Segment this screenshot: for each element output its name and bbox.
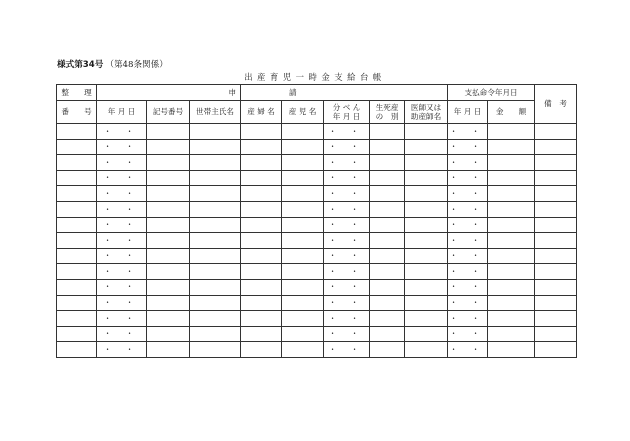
cell-bunben-date: ・ ・ [324,326,370,342]
cell-setai-nushi [190,124,241,140]
cell-biko [535,170,577,186]
header-shiharai-group [448,85,535,101]
cell-setai-nushi [190,139,241,155]
cell-sanpu-mei [241,139,282,155]
cell-bunben-date: ・ ・ [324,155,370,171]
cell-kigo-bango [147,233,190,249]
cell-biko [535,155,577,171]
cell-sanji-mei [282,124,324,140]
cell-seishi-betsu [370,217,405,233]
header-row-2 [57,101,577,124]
cell-setai-nushi [190,186,241,202]
header-ishi [405,101,448,124]
table-row [57,264,577,280]
header-sanpu-mei-label: 産 婦 名 [247,107,275,117]
cell-sanpu-mei [241,295,282,311]
table-row [57,248,577,264]
cell-setai-nushi [190,326,241,342]
cell-shinsei-date: ・ ・ [97,311,147,327]
cell-shiharai-date: ・ ・ [448,217,488,233]
table-row [57,342,577,358]
cell-ishi-josanshi [405,342,448,358]
cell-sanji-mei [282,342,324,358]
table-row [57,295,577,311]
cell-kingaku [488,311,535,327]
cell-kigo-bango [147,170,190,186]
cell-sanpu-mei [241,311,282,327]
cell-bunben-date: ・ ・ [324,217,370,233]
cell-ishi-josanshi [405,233,448,249]
cell-kigo-bango [147,342,190,358]
cell-biko [535,124,577,140]
cell-setai-nushi [190,311,241,327]
header-sanji-mei [282,101,324,124]
header-bango-label: 番 号 [61,107,92,117]
cell-kingaku [488,279,535,295]
cell-setai-nushi [190,170,241,186]
cell-sanpu-mei [241,233,282,249]
header-setai-nushi [190,101,241,124]
cell-seiri-bango [57,201,97,217]
cell-shinsei-date: ・ ・ [97,342,147,358]
cell-sanpu-mei [241,186,282,202]
cell-kingaku [488,201,535,217]
table-row [57,139,577,155]
cell-setai-nushi [190,248,241,264]
header-shinsei-date-label: 年 月 日 [107,107,136,117]
cell-biko [535,233,577,249]
cell-bunben-date: ・ ・ [324,186,370,202]
ledger-table [56,84,577,358]
cell-seiri-bango [57,170,97,186]
cell-seishi-betsu [370,233,405,249]
cell-seishi-betsu [370,342,405,358]
cell-setai-nushi [190,264,241,280]
cell-kingaku [488,186,535,202]
cell-seishi-betsu [370,264,405,280]
cell-sanpu-mei [241,279,282,295]
cell-ishi-josanshi [405,295,448,311]
form-relation: （第48条関係） [105,60,168,70]
cell-seiri-bango [57,264,97,280]
cell-kigo-bango [147,155,190,171]
cell-kingaku [488,342,535,358]
cell-kingaku [488,139,535,155]
cell-biko [535,311,577,327]
cell-bunben-date: ・ ・ [324,233,370,249]
header-seiri-label: 整 理 [61,87,92,97]
header-shiharai-date-label: 年 月 日 [453,107,482,117]
cell-ishi-josanshi [405,201,448,217]
cell-ishi-josanshi [405,186,448,202]
cell-kigo-bango [147,326,190,342]
cell-setai-nushi [190,217,241,233]
header-shin-label: 申 [228,87,237,97]
header-kigo-bango [147,101,190,124]
cell-bunben-date: ・ ・ [324,311,370,327]
cell-biko [535,326,577,342]
cell-bunben-date: ・ ・ [324,170,370,186]
document-title: 出産育児一時金支給台帳 [244,72,386,82]
cell-sanji-mei [282,217,324,233]
cell-sanji-mei [282,139,324,155]
cell-sanpu-mei [241,155,282,171]
cell-shinsei-date: ・ ・ [97,326,147,342]
table-row [57,170,577,186]
cell-ishi-josanshi [405,248,448,264]
cell-kigo-bango [147,311,190,327]
cell-seishi-betsu [370,248,405,264]
cell-bunben-date: ・ ・ [324,342,370,358]
cell-ishi-josanshi [405,279,448,295]
cell-shiharai-date: ・ ・ [448,264,488,280]
cell-setai-nushi [190,295,241,311]
cell-seiri-bango [57,342,97,358]
cell-kingaku [488,295,535,311]
cell-kigo-bango [147,201,190,217]
header-bunben-line1: 分 べ ん [332,102,361,112]
header-setai-nushi-label: 世帯主氏名 [196,107,234,117]
header-seiri [57,85,97,101]
cell-sanpu-mei [241,326,282,342]
cell-ishi-josanshi [405,326,448,342]
table-row [57,217,577,233]
cell-bunben-date: ・ ・ [324,248,370,264]
cell-shinsei-date: ・ ・ [97,124,147,140]
cell-ishi-josanshi [405,139,448,155]
header-shiharai-group-label: 支払命令年月日 [464,87,518,97]
cell-shiharai-date: ・ ・ [448,124,488,140]
table-row [57,311,577,327]
cell-seiri-bango [57,217,97,233]
header-sei [241,85,448,101]
cell-shiharai-date: ・ ・ [448,186,488,202]
cell-sanji-mei [282,326,324,342]
cell-kingaku [488,233,535,249]
cell-sanji-mei [282,201,324,217]
cell-biko [535,279,577,295]
cell-biko [535,217,577,233]
cell-shiharai-date: ・ ・ [448,326,488,342]
cell-shinsei-date: ・ ・ [97,295,147,311]
cell-seiri-bango [57,311,97,327]
header-bunben-line2: 年 月 日 [332,112,361,121]
cell-sanpu-mei [241,342,282,358]
cell-setai-nushi [190,233,241,249]
cell-sanji-mei [282,295,324,311]
header-shinsei-date [97,101,147,124]
cell-seiri-bango [57,248,97,264]
cell-bunben-date: ・ ・ [324,279,370,295]
cell-setai-nushi [190,279,241,295]
cell-seishi-betsu [370,279,405,295]
cell-shinsei-date: ・ ・ [97,233,147,249]
cell-seishi-betsu [370,326,405,342]
cell-sanji-mei [282,311,324,327]
cell-kigo-bango [147,264,190,280]
cell-setai-nushi [190,155,241,171]
cell-biko [535,186,577,202]
cell-setai-nushi [190,342,241,358]
cell-shiharai-date: ・ ・ [448,295,488,311]
table-row [57,186,577,202]
header-sanpu-mei [241,101,282,124]
cell-seishi-betsu [370,311,405,327]
cell-seishi-betsu [370,201,405,217]
cell-seiri-bango [57,139,97,155]
table-row [57,326,577,342]
cell-sanji-mei [282,186,324,202]
cell-sanpu-mei [241,217,282,233]
cell-sanpu-mei [241,124,282,140]
cell-ishi-josanshi [405,155,448,171]
cell-seiri-bango [57,326,97,342]
header-row-1 [57,85,577,101]
cell-kigo-bango [147,295,190,311]
cell-kigo-bango [147,248,190,264]
cell-seiri-bango [57,233,97,249]
cell-kingaku [488,326,535,342]
form-number: 様式第34号 [57,60,104,70]
cell-sanji-mei [282,248,324,264]
cell-bunben-date: ・ ・ [324,201,370,217]
header-kigo-bango-label: 記号番号 [152,107,184,117]
form-identifier [57,58,168,70]
cell-kigo-bango [147,139,190,155]
cell-seishi-betsu [370,186,405,202]
cell-shinsei-date: ・ ・ [97,201,147,217]
header-bunben [324,101,370,124]
cell-sanji-mei [282,170,324,186]
ledger-body [57,124,577,358]
header-sanji-mei-label: 産 児 名 [288,107,317,117]
table-row [57,155,577,171]
cell-seiri-bango [57,155,97,171]
header-bango [57,101,97,124]
header-seishi [370,101,405,124]
header-shin [97,85,241,101]
cell-bunben-date: ・ ・ [324,139,370,155]
cell-setai-nushi [190,201,241,217]
cell-biko [535,201,577,217]
cell-kingaku [488,217,535,233]
cell-ishi-josanshi [405,264,448,280]
table-row [57,279,577,295]
cell-shiharai-date: ・ ・ [448,342,488,358]
cell-biko [535,139,577,155]
cell-shinsei-date: ・ ・ [97,186,147,202]
cell-seishi-betsu [370,155,405,171]
cell-bunben-date: ・ ・ [324,264,370,280]
cell-ishi-josanshi [405,311,448,327]
cell-sanpu-mei [241,170,282,186]
cell-seiri-bango [57,186,97,202]
cell-seiri-bango [57,124,97,140]
cell-kigo-bango [147,124,190,140]
table-row [57,233,577,249]
header-seishi-line2: の 別 [375,112,399,121]
cell-shinsei-date: ・ ・ [97,170,147,186]
cell-shinsei-date: ・ ・ [97,217,147,233]
header-biko [535,85,577,124]
cell-shiharai-date: ・ ・ [448,279,488,295]
cell-sanpu-mei [241,248,282,264]
cell-kingaku [488,248,535,264]
cell-shiharai-date: ・ ・ [448,155,488,171]
cell-biko [535,264,577,280]
cell-shiharai-date: ・ ・ [448,248,488,264]
cell-shiharai-date: ・ ・ [448,170,488,186]
cell-sanji-mei [282,279,324,295]
header-sei-label: 請 [289,87,297,97]
cell-sanpu-mei [241,264,282,280]
cell-kigo-bango [147,217,190,233]
cell-sanpu-mei [241,201,282,217]
cell-ishi-josanshi [405,217,448,233]
table-row [57,201,577,217]
cell-sanji-mei [282,233,324,249]
cell-shinsei-date: ・ ・ [97,139,147,155]
cell-seiri-bango [57,279,97,295]
cell-seishi-betsu [370,170,405,186]
cell-ishi-josanshi [405,124,448,140]
cell-shiharai-date: ・ ・ [448,233,488,249]
cell-ishi-josanshi [405,170,448,186]
header-seishi-line1: 生死産 [375,102,399,112]
cell-seishi-betsu [370,295,405,311]
cell-kigo-bango [147,186,190,202]
table-row [57,124,577,140]
cell-shinsei-date: ・ ・ [97,155,147,171]
cell-shiharai-date: ・ ・ [448,311,488,327]
cell-seiri-bango [57,295,97,311]
cell-kingaku [488,155,535,171]
cell-shinsei-date: ・ ・ [97,248,147,264]
cell-kingaku [488,124,535,140]
cell-shinsei-date: ・ ・ [97,264,147,280]
header-ishi-line1: 医師又は [410,102,442,112]
cell-shiharai-date: ・ ・ [448,139,488,155]
cell-seishi-betsu [370,139,405,155]
header-kingaku-label: 金 額 [495,107,527,117]
cell-biko [535,342,577,358]
cell-shiharai-date: ・ ・ [448,201,488,217]
cell-kigo-bango [147,279,190,295]
header-shiharai-date [448,101,488,124]
cell-biko [535,248,577,264]
cell-sanji-mei [282,155,324,171]
cell-seishi-betsu [370,124,405,140]
cell-kingaku [488,264,535,280]
cell-sanji-mei [282,264,324,280]
cell-biko [535,295,577,311]
cell-shinsei-date: ・ ・ [97,279,147,295]
header-biko-label: 備 考 [544,99,567,109]
header-kingaku [488,101,535,124]
header-ishi-line2: 助産師名 [410,112,442,121]
cell-kingaku [488,170,535,186]
cell-bunben-date: ・ ・ [324,295,370,311]
cell-bunben-date: ・ ・ [324,124,370,140]
